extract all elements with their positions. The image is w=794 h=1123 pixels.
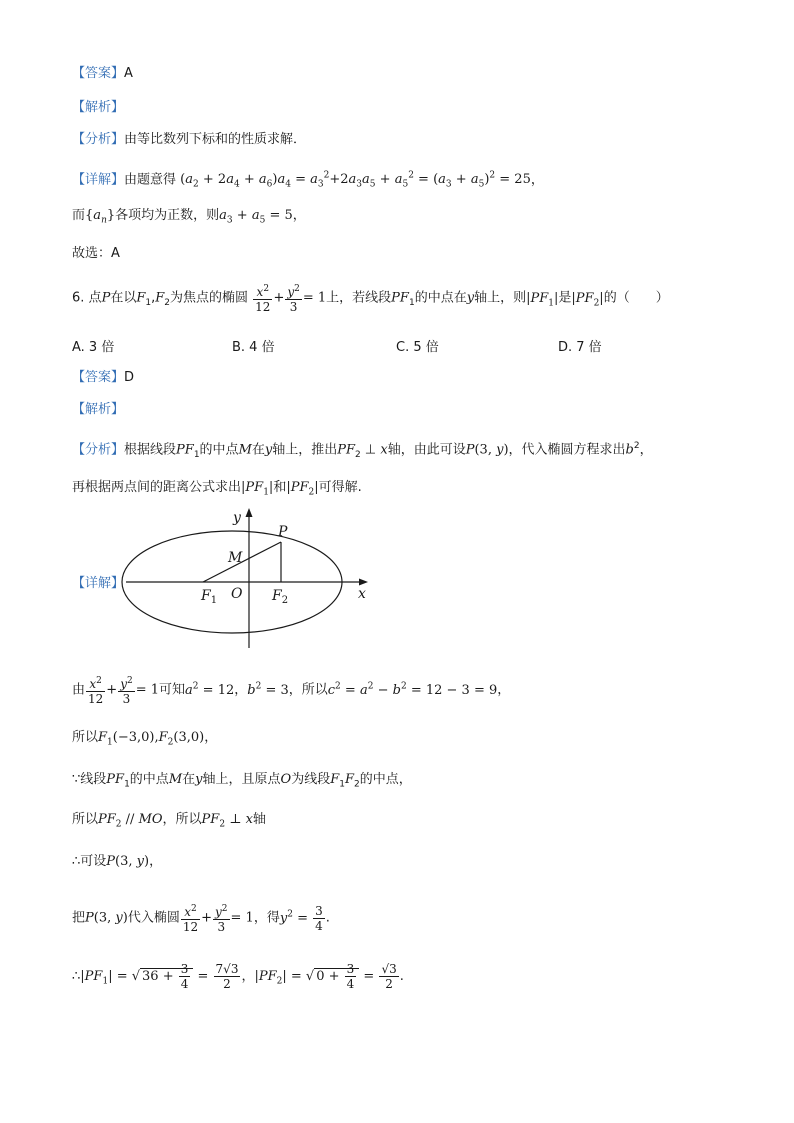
q6-method: 【分析】根据线段$PF_1$的中点M在y轴上，推出$PF_2$ ⊥ x轴，由此可设P(3, y)，代入椭圆方程求出$b^2$， — [72, 441, 653, 460]
q6-step3: ∵线段$PF_1$的中点M在y轴上，且原点O为线段$F_1F_2$的中点， — [72, 772, 412, 790]
q5-method — [72, 130, 306, 150]
label-p: P — [278, 524, 288, 540]
label-o: O — [231, 586, 243, 602]
q5-choice: 故选：A — [72, 246, 120, 261]
y-axis-arrow — [246, 508, 253, 517]
q5-method-text: 由等比数列下标和的性质求解． — [124, 132, 307, 147]
option-b[interactable]: B. 4 倍 — [232, 340, 275, 355]
analysis-tag: 【解析】 — [72, 100, 125, 115]
q6-step6: 把P(3, y)代入椭圆 $\frac{x^2}{12}$ + $\frac{y^2}{3}$ = 1，得$y^2$ = $\frac{3}{4}$ . — [72, 903, 330, 934]
q5-analysis-heading — [72, 98, 124, 118]
method-tag: 【分析】 — [72, 132, 125, 147]
detail-tag: 【详解】 — [72, 172, 125, 188]
q6-step4: 所以$PF_2$ // MO，所以$PF_2$ ⊥ x轴 — [72, 812, 266, 830]
label-y: y — [233, 510, 241, 526]
q5-equation: $(a_2 + 2a_4 + a_6)a_4 = a_3^2+2a_3a_5 + a_5^2 = (a_3 + a_5)^2 = 25$ — [180, 171, 531, 190]
q5-line2: 而$\{a_n\}$各项均为正数，则$a_3 + a_5 = 5$， — [72, 208, 306, 226]
x-axis-arrow — [359, 579, 368, 586]
label-f1: $F_1$ — [201, 588, 218, 606]
q6-analysis-heading: 【解析】 — [72, 402, 125, 417]
q6-step5: ∴可设P(3, y)， — [72, 854, 163, 869]
option-d[interactable]: D. 7 倍 — [558, 340, 602, 355]
q5-answer-value: A — [124, 66, 133, 81]
label-f2: $F_2$ — [272, 588, 289, 606]
q6-method-2: 再根据两点间的距离公式求出$|PF_1|$和$|PF_2|$可得解. — [72, 480, 362, 498]
q6-step7: $\therefore|PF_1|$ = √ 36 + $\frac{3}{4}$ = $\frac{7√3}{2}$ ，$|PF_2|$ = √ 0 + $\frac{3}{4}$ = $\frac{√3}{2}$ . — [72, 962, 404, 991]
q6-answer: 【答案】D — [72, 370, 135, 385]
answer-tag: 【答案】 — [72, 66, 125, 81]
option-c[interactable]: C. 5 倍 — [396, 340, 439, 355]
q6-options — [72, 338, 722, 358]
q6-detail-tag: 【详解】 — [72, 576, 125, 591]
option-a[interactable]: A. 3 倍 — [72, 340, 115, 355]
q6-stem: 6. 点P在以$F_1,F_2$为焦点的椭圆 $\frac{x^2}{12}$ + $\frac{y^2}{3}$ = 1上，若线段$PF_1$的中点在y轴上，则$|PF_1|$是$|PF_2|$的（ ） — [72, 284, 669, 314]
label-x: x — [358, 586, 366, 602]
q6-step1: 由 $\frac{x^2}{12}$ + $\frac{y^2}{3}$ = 1可知$a^2 = 12$，$b^2 = 3$，所以$c^2 = a^2 - b^2 = 12 - 3 = 9$， — [72, 676, 511, 706]
ellipse-figure — [120, 506, 380, 654]
q6-step2: 所以$F_1(-3,0),F_2(3,0)$， — [72, 730, 218, 748]
q5-answer — [72, 64, 133, 84]
q5-detail: 【详解】由题意得 $(a_2 + 2a_4 + a_6)a_4 = a_3^2+2a_3a_5 + a_5^2 = (a_3 + a_5)^2 = 25$， — [72, 171, 544, 190]
label-m: M — [228, 550, 243, 566]
